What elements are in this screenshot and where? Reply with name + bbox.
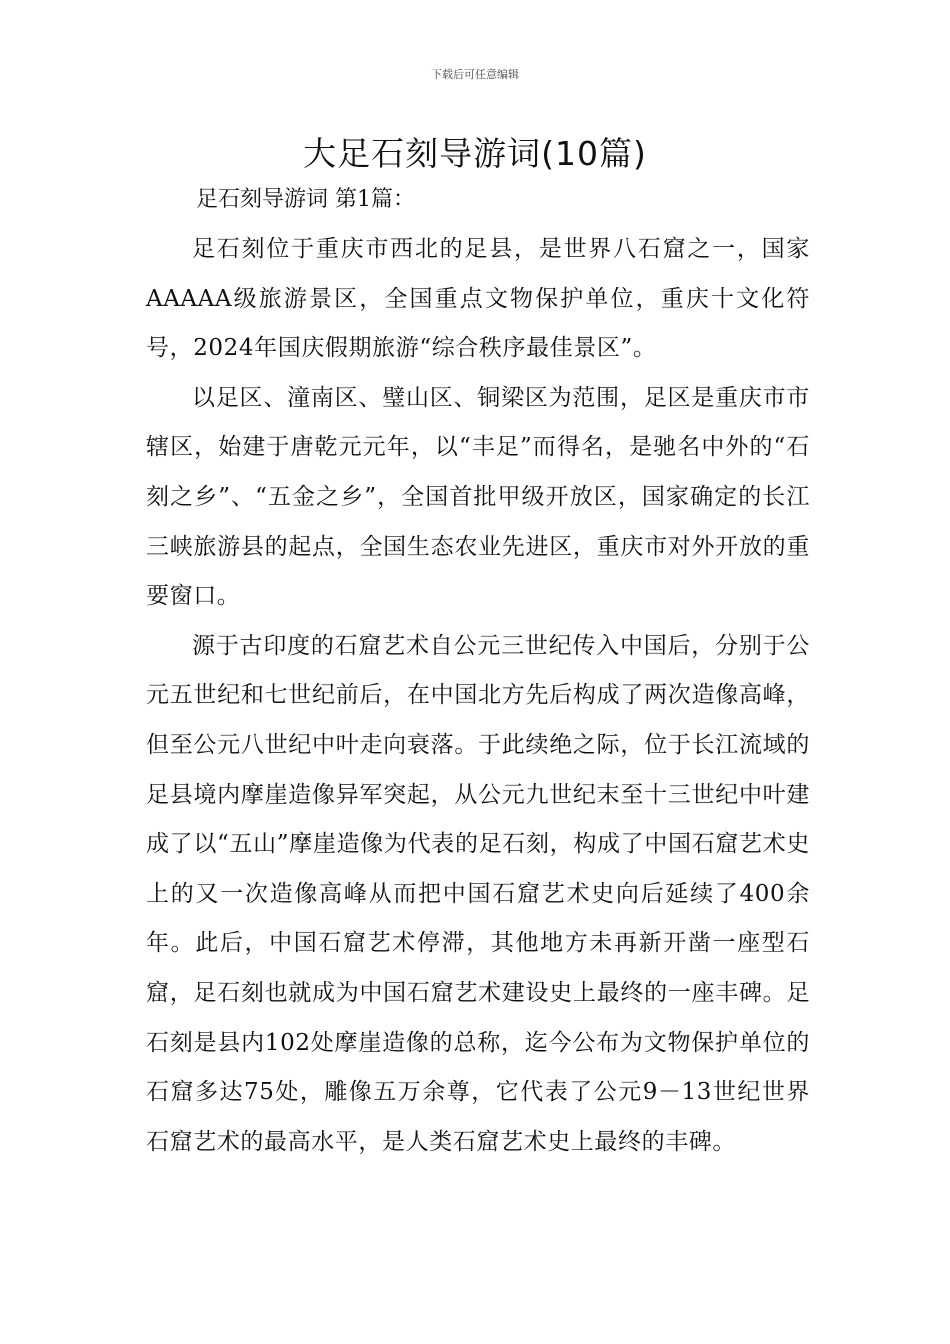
section-subtitle: 足石刻导游词 第1篇： <box>196 187 415 212</box>
document-title: 大足石刻导游词(10篇) <box>303 134 647 173</box>
header-note: 下载后可任意编辑 <box>431 68 519 81</box>
document-body <box>146 225 810 1167</box>
paragraph: 源于古印度的石窟艺术自公元三世纪传入中国后，分别于公元五世纪和七世纪前后，在中国北方先后构成了两次造像高峰，但至公元八世纪中叶走向衰落。于此续绝之际，位于长江流域的足县境内摩崖造像异军突起，从公元九世纪末至十三世纪中叶建成了以“五山”摩崖造像为代表的足石刻，构成了中国石窟艺术史上的又一次造像高峰从而把中国石窟艺术史向后延续了400余年。此后，中国石窟艺术停滞，其他地方未再新开凿一座型石窟，足石刻也就成为中国石窟艺术建设史上最终的一座丰碑。足石刻是县内102处摩崖造像的总称，迄今公布为文物保护单位的石窟多达75处，雕像五万余尊，它代表了公元9－13世纪世界石窟艺术的最高水平，是人类石窟艺术史上最终的丰碑。 <box>146 632 810 1155</box>
paragraph: 以足区、潼南区、璧山区、铜梁区为范围，足区是重庆市市辖区，始建于唐乾元元年，以“丰足”而得名，是驰名中外的“石刻之乡”、“五金之乡”，全国首批甲级开放区，国家确定的长江三峡旅游县的起点，全国生态农业先进区，重庆市对外开放的重要窗口。 <box>146 384 810 610</box>
paragraph: 足石刻位于重庆市西北的足县，是世界八石窟之一，国家AAAAA级旅游景区，全国重点文物保护单位，重庆十文化符号，2024年国庆假期旅游“综合秩序最佳景区”。 <box>146 236 810 362</box>
